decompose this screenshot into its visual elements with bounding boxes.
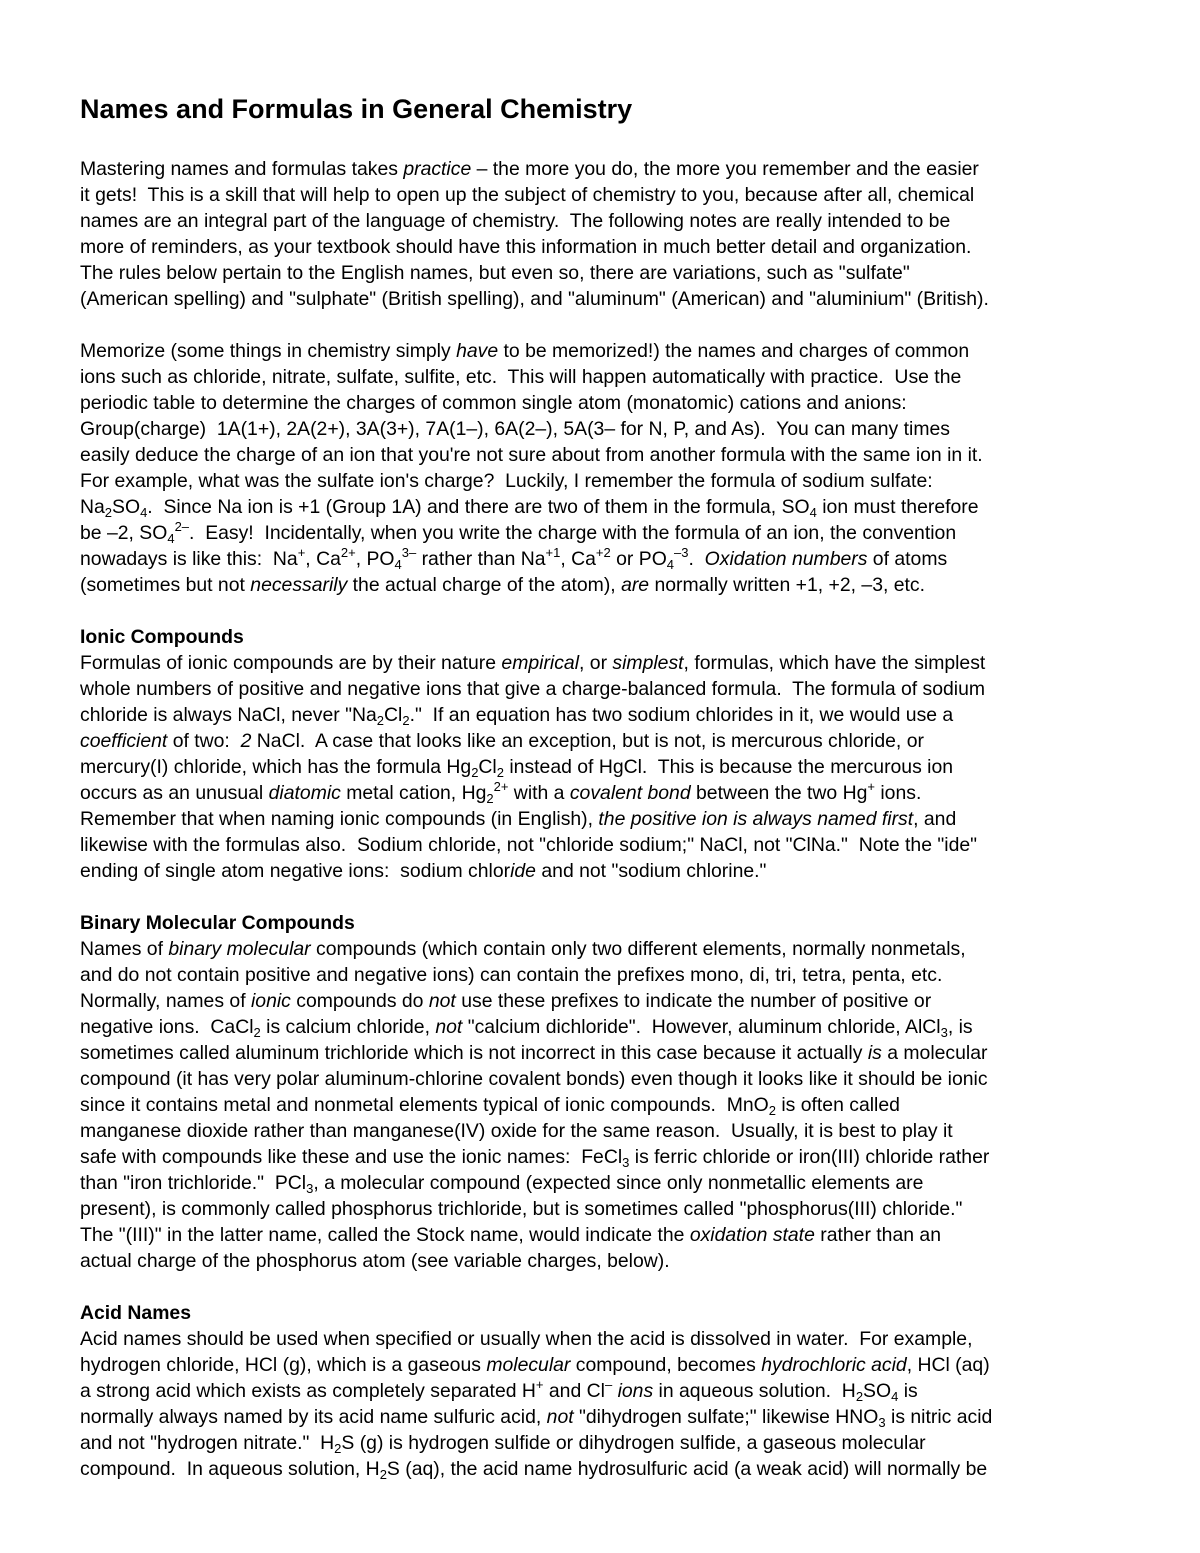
text-run: , is xyxy=(947,1016,973,1038)
superscript: + xyxy=(297,545,306,560)
text-run: is xyxy=(898,1380,918,1402)
superscript: +2 xyxy=(595,545,611,560)
text-run: S (g) is hydrogen sulfide or dihydrogen sulfide, a gaseous molecular xyxy=(341,1432,926,1454)
text-run: mercury(I) chloride, which has the formula Hg xyxy=(80,756,472,778)
subscript: 4 xyxy=(167,531,175,546)
text-line xyxy=(80,1144,1150,1170)
text-run: normally always named by its acid name sulfuric acid, xyxy=(80,1406,547,1428)
subscript: 2 xyxy=(334,1441,342,1456)
text-line xyxy=(80,858,1150,884)
text-run: ." If an equation has two sodium chlorides in it, we would use a xyxy=(409,704,954,726)
text-run: , and xyxy=(913,808,957,830)
subscript: 4 xyxy=(891,1389,899,1404)
text-run: Cl xyxy=(478,756,497,778)
text-run: , or xyxy=(579,652,613,674)
text-run: safe with compounds like these and use the ionic names: FeCl xyxy=(80,1146,623,1168)
text-line xyxy=(80,364,1150,390)
text-run: Mastering names and formulas takes xyxy=(80,158,404,180)
text-run: rather than Na xyxy=(416,548,546,570)
text-run: likewise with the formulas also. Sodium chloride, not "chloride sodium;" NaCl, not "ClNa." Note the "ide" xyxy=(80,834,978,856)
subscript: 4 xyxy=(140,505,148,520)
text-run: easily deduce the charge of an ion that you're not sure about from another formula with the same ion in it. xyxy=(80,444,983,466)
italic-text: Oxidation numbers xyxy=(704,548,868,570)
text-run: Cl xyxy=(384,704,403,726)
text-line xyxy=(80,1092,1150,1118)
text-line xyxy=(80,390,1150,416)
text-run: since it contains metal and nonmetal elements typical of ionic compounds. MnO xyxy=(80,1094,769,1116)
text-run: names are an integral part of the language of chemistry. The following notes are really intended to be xyxy=(80,210,951,232)
text-run: of two: xyxy=(167,730,241,752)
text-run: nowadays is like this: Na xyxy=(80,548,298,570)
section-heading: Binary Molecular Compounds xyxy=(80,912,355,934)
text-run: present), is commonly called phosphorus trichloride, but is sometimes called "phosphorus(III) chloride." xyxy=(80,1198,963,1220)
italic-text: coefficient xyxy=(80,730,168,752)
text-run: Group(charge) 1A(1+), 2A(2+), 3A(3+), 7A(1–), 6A(2–), 5A(3– for N, P, and As). You can many times xyxy=(80,418,950,440)
text-run: and Cl xyxy=(543,1380,605,1402)
italic-text: not xyxy=(435,1016,463,1038)
italic-text: is xyxy=(867,1042,882,1064)
text-run: more of reminders, as your textbook should have this information in much better detail and organization. xyxy=(80,236,972,258)
text-run: . Since Na ion is +1 (Group 1A) and there are two of them in the formula, SO xyxy=(147,496,810,518)
italic-text: molecular xyxy=(486,1354,571,1376)
text-line xyxy=(80,1404,1150,1430)
italic-text: diatomic xyxy=(268,782,341,804)
text-run: negative ions. CaCl xyxy=(80,1016,254,1038)
subscript: 3 xyxy=(622,1155,630,1170)
document-body xyxy=(80,156,1150,1482)
italic-text: are xyxy=(621,574,650,596)
superscript: + xyxy=(535,1377,544,1392)
text-line xyxy=(80,936,1150,962)
text-run: , PO xyxy=(355,548,395,570)
text-run: instead of HgCl. This is because the mercurous ion xyxy=(503,756,954,778)
text-run: Remember that when naming ionic compounds (in English), xyxy=(80,808,599,830)
text-run: Na xyxy=(80,496,105,518)
text-run: "dihydrogen sulfate;" likewise HNO xyxy=(573,1406,879,1428)
italic-text: simplest xyxy=(612,652,684,674)
text-run: actual charge of the phosphorus atom (see variable charges, below). xyxy=(80,1250,670,1272)
text-line xyxy=(80,494,1150,520)
subscript: 2 xyxy=(855,1389,864,1404)
page-title: Names and Formulas in General Chemistry xyxy=(80,94,633,124)
text-line xyxy=(80,1248,1150,1274)
text-line xyxy=(80,1066,1150,1092)
text-run: , HCl (aq) xyxy=(906,1354,990,1376)
text-run: NaCl. A case that looks like an exception, but is not, is mercurous chloride, or xyxy=(251,730,924,752)
subscript: 2 xyxy=(496,765,504,780)
italic-text: have xyxy=(456,340,499,362)
text-run: For example, what was the sulfate ion's charge? Luckily, I remember the formula of sodium sulfate: xyxy=(80,470,933,492)
text-line xyxy=(80,832,1150,858)
italic-text: hydrochloric acid xyxy=(761,1354,907,1376)
text-run: between the two Hg xyxy=(690,782,868,804)
text-run: a molecular xyxy=(881,1042,988,1064)
subscript: 3 xyxy=(878,1415,886,1430)
text-line xyxy=(80,1222,1150,1248)
subscript: 2 xyxy=(486,791,494,806)
text-run: it gets! This is a skill that will help to open up the subject of chemistry to you, because after all, chemical xyxy=(80,184,975,206)
text-line xyxy=(80,468,1150,494)
superscript: 2– xyxy=(174,519,190,534)
italic-text: not xyxy=(546,1406,574,1428)
text-run: Acid names should be used when specified or usually when the acid is dissolved in water. For example, xyxy=(80,1328,973,1350)
italic-text: the positive ion is always named first xyxy=(598,808,914,830)
italic-text: oxidation state xyxy=(689,1224,815,1246)
subscript: 2 xyxy=(376,713,385,728)
text-run: Names of xyxy=(80,938,169,960)
section-heading: Ionic Compounds xyxy=(80,626,244,648)
text-run: use these prefixes to indicate the number of positive or xyxy=(455,990,932,1012)
text-run: chloride is always NaCl, never "Na xyxy=(80,704,377,726)
section xyxy=(80,156,1150,312)
text-run: , formulas, which have the simplest xyxy=(683,652,986,674)
text-run: is nitric acid xyxy=(885,1406,993,1428)
text-line xyxy=(80,806,1150,832)
text-line xyxy=(80,1014,1150,1040)
text-line xyxy=(80,208,1150,234)
text-run: The "(III)" in the latter name, called the Stock name, would indicate the xyxy=(80,1224,690,1246)
subscript: 4 xyxy=(394,557,402,572)
text-run: hydrogen chloride, HCl (g), which is a gaseous xyxy=(80,1354,487,1376)
superscript: 3– xyxy=(401,545,417,560)
text-line xyxy=(80,1040,1150,1066)
text-run: compounds do xyxy=(290,990,429,1012)
section xyxy=(80,1300,1150,1482)
text-run: compounds (which contain only two different elements, normally nonmetals, xyxy=(310,938,966,960)
superscript: – xyxy=(604,1377,613,1392)
text-run: and do not contain positive and negative ions) can contain the prefixes mono, di, tri, tetra, penta, etc. xyxy=(80,964,943,986)
text-run: . xyxy=(688,548,705,570)
text-run: compound. In aqueous solution, H xyxy=(80,1458,380,1480)
text-line xyxy=(80,780,1150,806)
text-line xyxy=(80,1118,1150,1144)
text-line xyxy=(80,338,1150,364)
text-run: is often called xyxy=(775,1094,900,1116)
italic-text: 2 xyxy=(240,730,252,752)
text-run: , Ca xyxy=(305,548,341,570)
text-run: Formulas of ionic compounds are by their nature xyxy=(80,652,502,674)
section-heading: Acid Names xyxy=(80,1302,192,1324)
text-run: and not "sodium chlorine." xyxy=(535,860,767,882)
text-line xyxy=(80,728,1150,754)
text-run: ion must therefore xyxy=(816,496,979,518)
text-run: – the more you do, the more you remember and the easier xyxy=(471,158,979,180)
text-run: (sometimes but not xyxy=(80,574,251,596)
text-run: a strong acid which exists as completely separated H xyxy=(80,1380,536,1402)
italic-text: practice xyxy=(403,158,472,180)
text-run: Normally, names of xyxy=(80,990,251,1012)
text-run: to be memorized!) the names and charges of common xyxy=(498,340,970,362)
text-line xyxy=(80,442,1150,468)
text-run: S (aq), the acid name hydrosulfuric acid (a weak acid) will normally be xyxy=(386,1458,988,1480)
text-line xyxy=(80,546,1150,572)
section xyxy=(80,338,1150,598)
italic-text: ions xyxy=(617,1380,654,1402)
subscript: 2 xyxy=(379,1467,387,1482)
subscript: 4 xyxy=(666,557,675,572)
superscript: +1 xyxy=(545,545,561,560)
text-run: SO xyxy=(863,1380,892,1402)
text-run: Memorize (some things in chemistry simply xyxy=(80,340,457,362)
text-run: ions such as chloride, nitrate, sulfate, sulfite, etc. This will happen automatically with practice. Use the xyxy=(80,366,962,388)
text-run: SO xyxy=(112,496,141,518)
italic-text: ionic xyxy=(250,990,291,1012)
subscript: 2 xyxy=(471,765,479,780)
text-run: , Ca xyxy=(560,548,596,570)
italic-text: binary molecular xyxy=(168,938,311,960)
text-line xyxy=(80,1456,1150,1482)
text-line xyxy=(80,962,1150,988)
text-line xyxy=(80,676,1150,702)
text-run: compound, becomes xyxy=(570,1354,762,1376)
text-run: than "iron trichloride." PCl xyxy=(80,1172,307,1194)
text-run: with a xyxy=(508,782,570,804)
subscript: 2 xyxy=(768,1103,776,1118)
italic-text: ide xyxy=(510,860,536,882)
text-line xyxy=(80,1352,1150,1378)
text-run: . Easy! Incidentally, when you write the charge with the formula of an ion, the convention xyxy=(189,522,957,544)
text-run: manganese dioxide rather than manganese(IV) oxide for the same reason. Usually, it is best to play it xyxy=(80,1120,953,1142)
text-run: metal cation, Hg xyxy=(340,782,487,804)
text-run: is ferric chloride or iron(III) chloride rather xyxy=(629,1146,990,1168)
superscript: 2+ xyxy=(340,545,356,560)
italic-text: necessarily xyxy=(250,574,348,596)
text-run: The rules below pertain to the English names, but even so, there are variations, such as "sulfate" xyxy=(80,262,910,284)
section xyxy=(80,910,1150,1274)
text-line xyxy=(80,234,1150,260)
text-line xyxy=(80,1170,1150,1196)
text-run: in aqueous solution. H xyxy=(653,1380,856,1402)
text-line xyxy=(80,1430,1150,1456)
text-run: rather than an xyxy=(814,1224,941,1246)
text-line xyxy=(80,988,1150,1014)
text-run: the actual charge of the atom), xyxy=(347,574,622,596)
text-run: normally written +1, +2, –3, etc. xyxy=(649,574,926,596)
subscript: 2 xyxy=(253,1025,261,1040)
text-line xyxy=(80,572,1150,598)
subscript: 2 xyxy=(104,505,113,520)
text-run: , a molecular compound (expected since only nonmetallic elements are xyxy=(313,1172,924,1194)
text-line xyxy=(80,286,1150,312)
text-run: compound (it has very polar aluminum-chlorine covalent bonds) even though it looks like it should be ionic xyxy=(80,1068,988,1090)
document-page xyxy=(80,82,1150,1508)
text-line xyxy=(80,260,1150,286)
italic-text: covalent bond xyxy=(569,782,691,804)
superscript: 2+ xyxy=(493,779,509,794)
text-run: and not "hydrogen nitrate." H xyxy=(80,1432,335,1454)
text-line xyxy=(80,650,1150,676)
text-line xyxy=(80,416,1150,442)
italic-text: not xyxy=(428,990,456,1012)
text-run: whole numbers of positive and negative ions that give a charge-balanced formula. The formula of sodium xyxy=(80,678,986,700)
text-run: periodic table to determine the charges of common single atom (monatomic) cations and anions: xyxy=(80,392,907,414)
text-line xyxy=(80,702,1150,728)
italic-text: empirical xyxy=(501,652,580,674)
text-line xyxy=(80,182,1150,208)
text-run: (American spelling) and "sulphate" (British spelling), and "aluminum" (American) and "aluminium" (British). xyxy=(80,288,989,310)
text-run: sometimes called aluminum trichloride which is not incorrect in this case because it actually xyxy=(80,1042,868,1064)
text-run: of atoms xyxy=(867,548,948,570)
text-run: is calcium chloride, xyxy=(260,1016,436,1038)
text-run: be –2, SO xyxy=(80,522,168,544)
text-line xyxy=(80,520,1150,546)
text-run: or PO xyxy=(610,548,667,570)
text-run: ions. xyxy=(874,782,922,804)
superscript: –3 xyxy=(674,545,689,560)
subscript: 3 xyxy=(940,1025,948,1040)
text-line xyxy=(80,1326,1150,1352)
subscript: 2 xyxy=(402,713,410,728)
text-line xyxy=(80,754,1150,780)
subscript: 4 xyxy=(809,505,817,520)
superscript: + xyxy=(867,779,875,794)
section xyxy=(80,624,1150,884)
text-run: ending of single atom negative ions: sodium chlor xyxy=(80,860,511,882)
text-line xyxy=(80,1196,1150,1222)
text-run: occurs as an unusual xyxy=(80,782,269,804)
text-line xyxy=(80,1378,1150,1404)
text-run: "calcium dichloride". However, aluminum chloride, AlCl xyxy=(462,1016,941,1038)
subscript: 3 xyxy=(306,1181,314,1196)
text-line xyxy=(80,156,1150,182)
